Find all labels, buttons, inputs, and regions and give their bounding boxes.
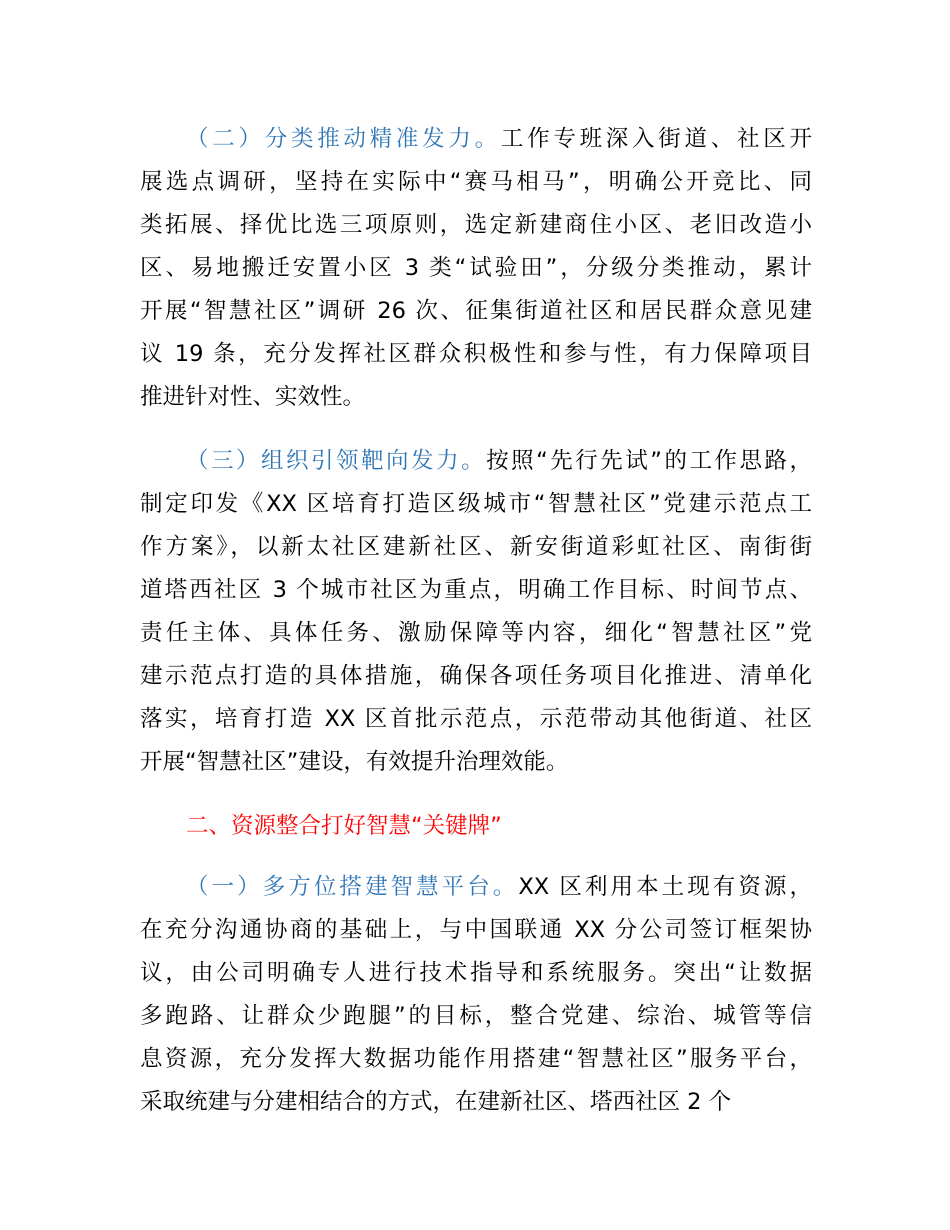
paragraph-heading: （二）分类推动精准发力。 (186, 126, 501, 152)
section-heading: 二、资源整合打好智慧“关键牌” (186, 813, 502, 839)
paragraph-line: 建示范点打造的具体措施，确保各项任务项目化推进、清单化 (140, 663, 812, 689)
paragraph-heading: （三）组织引领靶向发力。 (186, 448, 487, 474)
paragraph-line: （二）分类推动精准发力。工作专班深入街道、社区开 (186, 126, 812, 152)
paragraph-line: 推进针对性、实效性。 (140, 384, 366, 410)
paragraph-line: 息资源，充分发挥大数据功能作用搭建“智慧社区”服务平台， (140, 1046, 812, 1072)
paragraph-line: 开展“智慧社区”建设，有效提升治理效能。 (140, 749, 569, 775)
paragraph-line: 制定印发《XX 区培育打造区级城市“智慧社区”党建示范点工 (140, 491, 812, 517)
paragraph-line: 议，由公司明确专人进行技术指导和系统服务。突出“让数据 (140, 960, 812, 986)
paragraph-line: 多跑路、让群众少跑腿”的目标，整合党建、综治、城管等信 (140, 1003, 812, 1029)
paragraph-line: 落实，培育打造 XX 区首批示范点，示范带动其他街道、社区 (140, 706, 812, 732)
paragraph-line: 区、易地搬迁安置小区 3 类“试验田”，分级分类推动，累计 (140, 255, 812, 281)
paragraph-2 (140, 118, 812, 419)
paragraph-line: 类拓展、择优比选三项原则，选定新建商住小区、老旧改造小 (140, 212, 812, 238)
paragraph-line: 议 19 条，充分发挥社区群众积极性和参与性，有力保障项目 (140, 341, 812, 367)
paragraph-line: 作方案》，以新太社区建新社区、新安街道彩虹社区、南街街 (140, 534, 812, 560)
paragraph-line: 开展“智慧社区”调研 26 次、征集街道社区和居民群众意见建 (140, 298, 812, 324)
paragraph-line: 在充分沟通协商的基础上，与中国联通 XX 分公司签订框架协 (140, 917, 812, 943)
paragraph-1 (140, 866, 812, 1124)
paragraph-line: 采取统建与分建相结合的方式，在建新社区、塔西社区 2 个 (140, 1089, 732, 1115)
paragraph-line: （三）组织引领靶向发力。按照“先行先试”的工作思路， (186, 448, 812, 474)
paragraph-line: 展选点调研，坚持在实际中“赛马相马”，明确公开竞比、同 (140, 169, 812, 195)
paragraph-line: （一）多方位搭建智慧平台。XX 区利用本土现有资源， (186, 874, 812, 900)
paragraph-line: 责任主体、具体任务、激励保障等内容，细化“智慧社区”党 (140, 620, 812, 646)
paragraph-heading: （一）多方位搭建智慧平台。 (186, 874, 519, 900)
paragraph-line: 道塔西社区 3 个城市社区为重点，明确工作目标、时间节点、 (140, 577, 812, 603)
paragraph-3 (140, 440, 812, 784)
